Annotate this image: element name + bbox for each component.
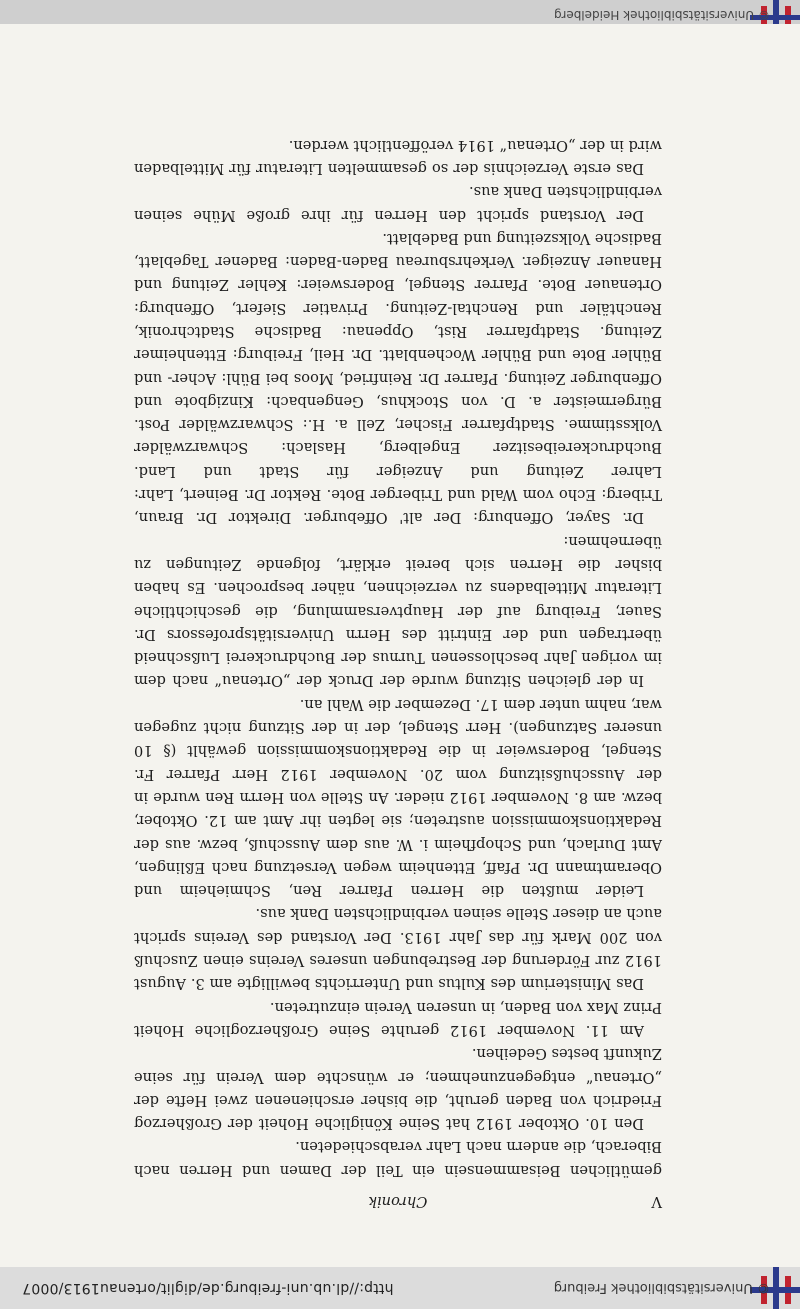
- document-page: [134, 133, 662, 1213]
- paragraph: In der gleichen Sitzung wurde der Druck der „Ortenau“ nach dem im vorigen Jahr beschlossenen Turnus der Buchdruckerei Lußschneid übertragen und der Eintritt des Herrn Universitätsprofessors Dr. Sauer, Freiburg auf der Hauptversammlung, die geschichtliche Literatur Mittelbadens zu verzeichnen, näher besprochen. Es haben bisher die Herren sich bereit erklärt, folgende Zeitungen zu übernehmen:: [134, 532, 662, 690]
- paragraph: Der Vorstand spricht den Herren für ihre große Mühe seinen verbindlichsten Dank aus.: [134, 183, 662, 224]
- viewer-header-bar: [0, 1267, 800, 1309]
- paragraph: Das erste Verzeichnis der so gesammelten Literatur für Mittelbaden wird in der „Ortenau“ 1914 veröffentlicht werden.: [134, 136, 662, 177]
- footer-copyright-notice: © Universitätsbibliothek Heidelberg: [553, 8, 770, 22]
- source-url-link[interactable]: http://dl.ub.uni-freiburg.de/diglit/ortenau1913/0007: [22, 1280, 394, 1296]
- paragraph: Dr. Sayer, Offenburg: Der alt' Offeburger. Direktor Dr. Braun, Triberg: Echo vom Wald und Triberger Bote. Rektor Dr. Beinert, Lahr: Lahrer Zeitung und Anzeiger für Stadt und Land. Buchdruckereibesitzer Engelberg, Haslach: Schwarzwälder Volksstimme. Stadtpfarrer Fischer, Zell a. H.: Schwarzwälder Post. Bürgermeister a. D. von Stockhus, Gengenbach: Kinzigbote und Offenburger Zeitung. Pfarrer Dr. Reinfried, Moos bei Bühl: Acher- und Bühler Bote und Bühler Wochenblatt. Dr. Heil, Freiburg: Ettenheimer Zeitung. Stadtpfarrer Rist, Oppenau: Badische Stadtchronik, Renchtäler und Renchtal-Zeitung. Privatier Siefert, Offenburg: Ortenauer Bote. Pfarrer Stengel, Bodersweier: Kehler Zeitung und Hanauer Anzeiger. Verkehrsbureau Baden-Baden: Badener Tageblatt, Badische Volkszeitung und Badeblatt.: [134, 229, 662, 527]
- paragraph: Das Ministerium des Kultus und Unterrichts bewilligte am 3. August 1912 zur Förderung der Bestrebungen unseres Vereins einen Zuschuß von 200 Mark für das Jahr 1913. Der Vorstand des Vereins spricht auch an dieser Stelle seinen verbindlichsten Dank aus.: [134, 905, 662, 993]
- running-title: Chronik: [368, 1193, 428, 1210]
- paragraph: gemütlichen Beisammensein ein Teil der Damen und Herren nach Biberach, die andern nach Lahr verabschiedeten.: [134, 1138, 662, 1179]
- paragraph: Den 10. Oktober 1912 hat Seine Königliche Hoheit der Großherzog Friedrich von Baden geruht, die bisher erschienenen zwei Hefte der „Ortenau“ entgegenzunehmen; er wünschte dem Verein für seine Zukunft bestes Gedeihen.: [134, 1045, 662, 1133]
- page-number: V: [651, 1193, 662, 1210]
- viewer-footer-bar: [0, 0, 800, 24]
- paragraph: Am 11. November 1912 geruhte Seine Großherzogliche Hoheit Prinz Max von Baden, in unseren Verein einzutreten.: [134, 998, 662, 1039]
- running-head: [134, 1190, 662, 1213]
- paragraph: Leider mußten die Herren Pfarrer Ren, Schmieheim und Oberamtmann Dr. Pfaff, Ettenheim wegen Versetzung nach Eßlingen, Amt Durlach, und Schopfheim i. W. aus dem Ausschuß, bezw. aus der Redaktionskommission austreten; sie legten ihr Amt am 12. Oktober, bezw. am 8. November 1912 nieder. An Stelle von Herrn Ren wurde in der Ausschußsitzung vom 20. November 1912 Herr Pfarrer Fr. Stengel, Bodersweier in die Redaktionskommission gewählt (§ 10 unserer Satzungen). Herr Stengel, der in der Sitzung nicht zugegen war, nahm unter dem 17. Dezember die Wahl an.: [134, 695, 662, 900]
- copyright-notice: © Universitätsbibliothek Freiburg: [553, 1280, 770, 1296]
